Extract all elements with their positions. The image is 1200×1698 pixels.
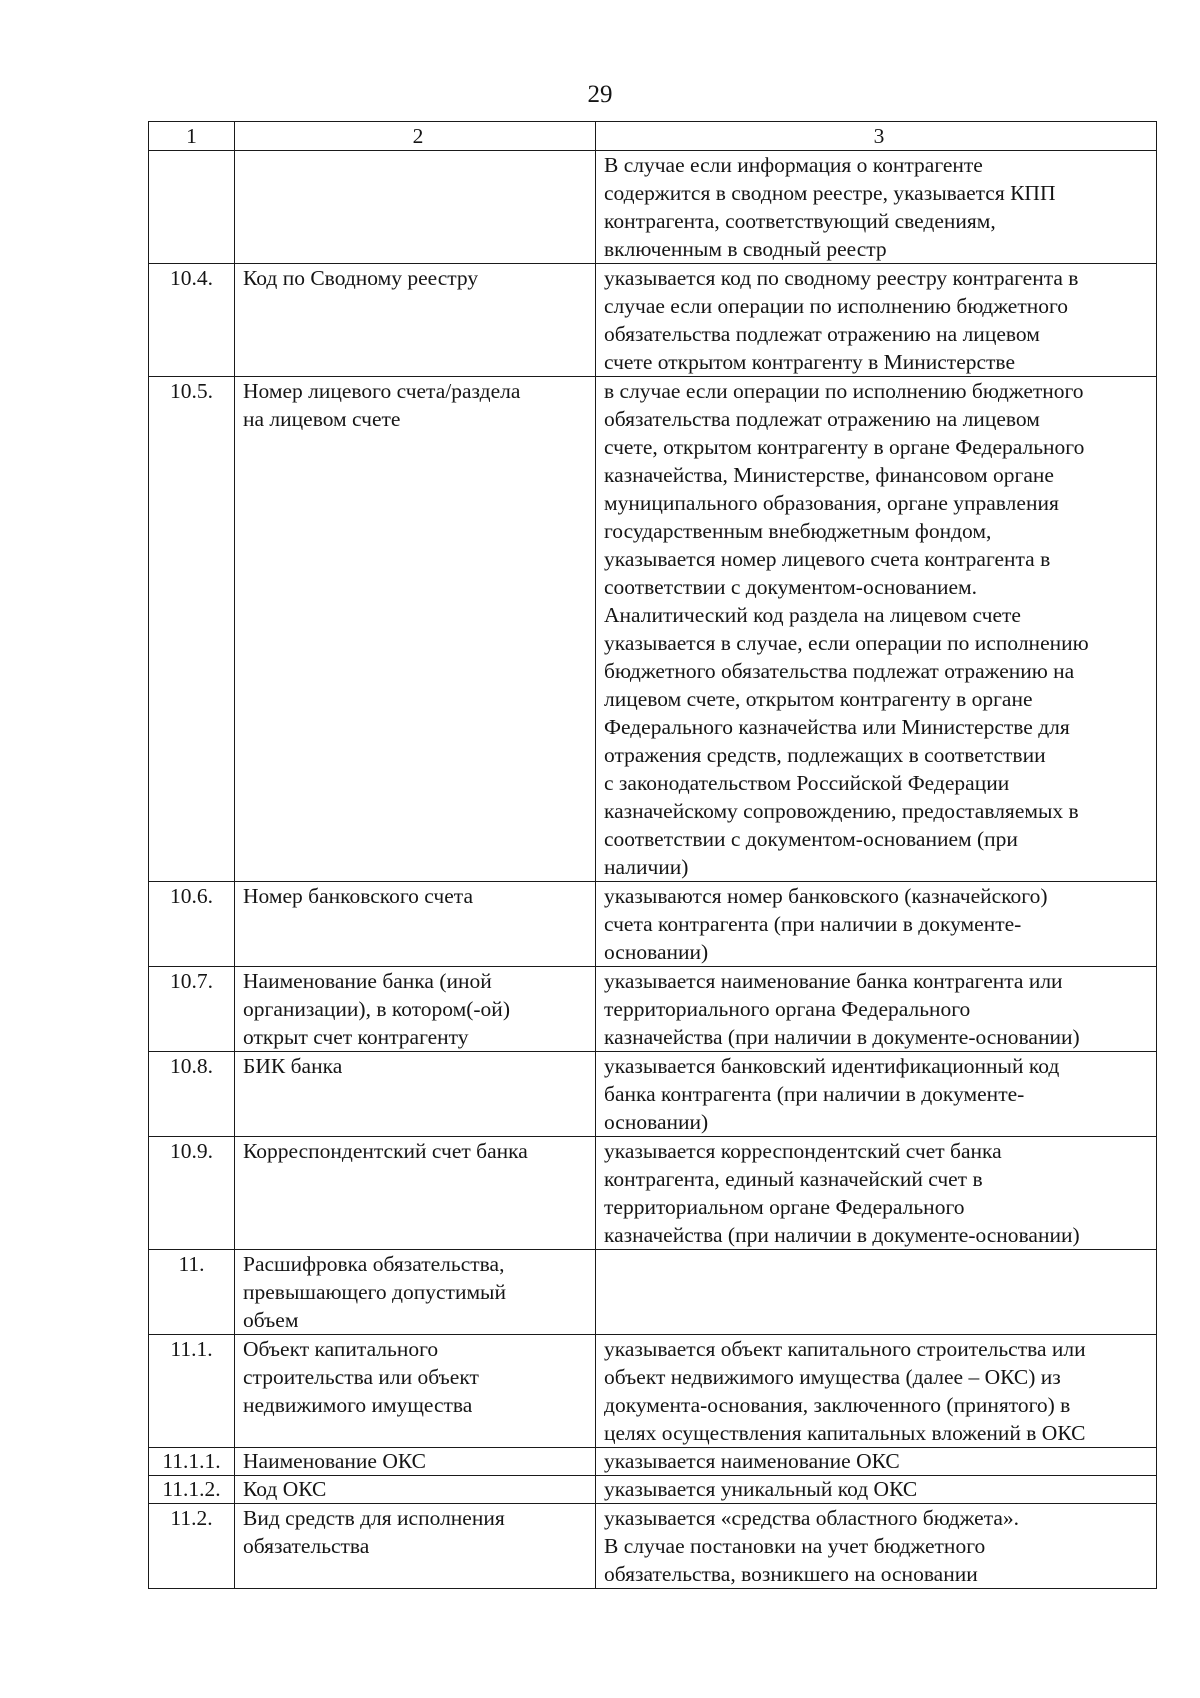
table-row bbox=[149, 1052, 1157, 1137]
row-description bbox=[596, 1250, 1157, 1335]
row-field-name: Корреспондентский счет банка bbox=[235, 1137, 596, 1250]
document-table bbox=[148, 121, 1157, 1589]
row-number: 10.8. bbox=[149, 1052, 235, 1137]
row-field-name: Наименование банка (иной организации), в котором(-ой) открыт счет контрагенту bbox=[235, 967, 596, 1052]
table-row bbox=[149, 967, 1157, 1052]
table-row bbox=[149, 1250, 1157, 1335]
table-row bbox=[149, 151, 1157, 264]
row-number: 11. bbox=[149, 1250, 235, 1335]
row-number: 11.1.1. bbox=[149, 1448, 235, 1476]
row-number: 10.5. bbox=[149, 377, 235, 882]
column-header-3: 3 bbox=[596, 122, 1157, 151]
row-number: 10.9. bbox=[149, 1137, 235, 1250]
row-field-name: Наименование ОКС bbox=[235, 1448, 596, 1476]
row-number: 11.1.2. bbox=[149, 1476, 235, 1504]
row-field-name: БИК банка bbox=[235, 1052, 596, 1137]
row-field-name: Номер лицевого счета/раздела на лицевом счете bbox=[235, 377, 596, 882]
table-row bbox=[149, 882, 1157, 967]
table-row bbox=[149, 1504, 1157, 1589]
table-header-row bbox=[149, 122, 1157, 151]
row-description: указываются номер банковского (казначейского) счета контрагента (при наличии в документе- основании) bbox=[596, 882, 1157, 967]
table-row bbox=[149, 1335, 1157, 1448]
row-description: указывается наименование ОКС bbox=[596, 1448, 1157, 1476]
table-row bbox=[149, 1448, 1157, 1476]
row-number: 11.1. bbox=[149, 1335, 235, 1448]
row-field-name: Номер банковского счета bbox=[235, 882, 596, 967]
row-description: указывается банковский идентификационный код банка контрагента (при наличии в документе- основании) bbox=[596, 1052, 1157, 1137]
row-field-name: Код ОКС bbox=[235, 1476, 596, 1504]
row-field-name: Объект капитального строительства или объект недвижимого имущества bbox=[235, 1335, 596, 1448]
row-field-name: Вид средств для исполнения обязательства bbox=[235, 1504, 596, 1589]
table-row bbox=[149, 377, 1157, 882]
row-field-name: Расшифровка обязательства, превышающего допустимый объем bbox=[235, 1250, 596, 1335]
row-description: указывается объект капитального строительства или объект недвижимого имущества (далее – ОКС) из документа-основания, заключенного (принятого) в целях осуществления капитальных вложений в ОКС bbox=[596, 1335, 1157, 1448]
row-field-name: Код по Сводному реестру bbox=[235, 264, 596, 377]
row-number bbox=[149, 151, 235, 264]
row-field-name bbox=[235, 151, 596, 264]
row-description: указывается наименование банка контрагента или территориального органа Федерального казначейства (при наличии в документе-основании) bbox=[596, 967, 1157, 1052]
row-number: 10.6. bbox=[149, 882, 235, 967]
table-row bbox=[149, 264, 1157, 377]
table-row bbox=[149, 1476, 1157, 1504]
column-header-1: 1 bbox=[149, 122, 235, 151]
row-description: указывается уникальный код ОКС bbox=[596, 1476, 1157, 1504]
row-description: указывается «средства областного бюджета». В случае постановки на учет бюджетного обязательства, возникшего на основании bbox=[596, 1504, 1157, 1589]
row-number: 10.4. bbox=[149, 264, 235, 377]
row-description: указывается корреспондентский счет банка контрагента, единый казначейский счет в территориальном органе Федерального казначейства (при наличии в документе-основании) bbox=[596, 1137, 1157, 1250]
row-number: 10.7. bbox=[149, 967, 235, 1052]
table-row bbox=[149, 1137, 1157, 1250]
row-number: 11.2. bbox=[149, 1504, 235, 1589]
column-header-2: 2 bbox=[235, 122, 596, 151]
page-number: 29 bbox=[587, 81, 613, 108]
row-description: в случае если операции по исполнению бюджетного обязательства подлежат отражению на лицевом счете, открытом контрагенту в органе Федерального казначейства, Министерстве, финансовом органе муниципального образования, органе управления государственным внебюджетным фондом, указывается номер лицевого счета контрагента в соответствии с документом-основанием. Аналитический код раздела на лицевом счете указывается в случае, если операции по исполнению бюджетного обязательства подлежат отражению на лицевом счете, открытом контрагенту в органе Федерального казначейства или Министерстве для отражения средств, подлежащих в соответствии с законодательством Российской Федерации казначейскому сопровождению, предоставляемых в соответствии с документом-основанием (при наличии) bbox=[596, 377, 1157, 882]
row-description: В случае если информация о контрагенте содержится в сводном реестре, указывается КПП контрагента, соответствующий сведениям, включенным в сводный реестр bbox=[596, 151, 1157, 264]
row-description: указывается код по сводному реестру контрагента в случае если операции по исполнению бюджетного обязательства подлежат отражению на лицевом счете открытом контрагенту в Министерстве bbox=[596, 264, 1157, 377]
